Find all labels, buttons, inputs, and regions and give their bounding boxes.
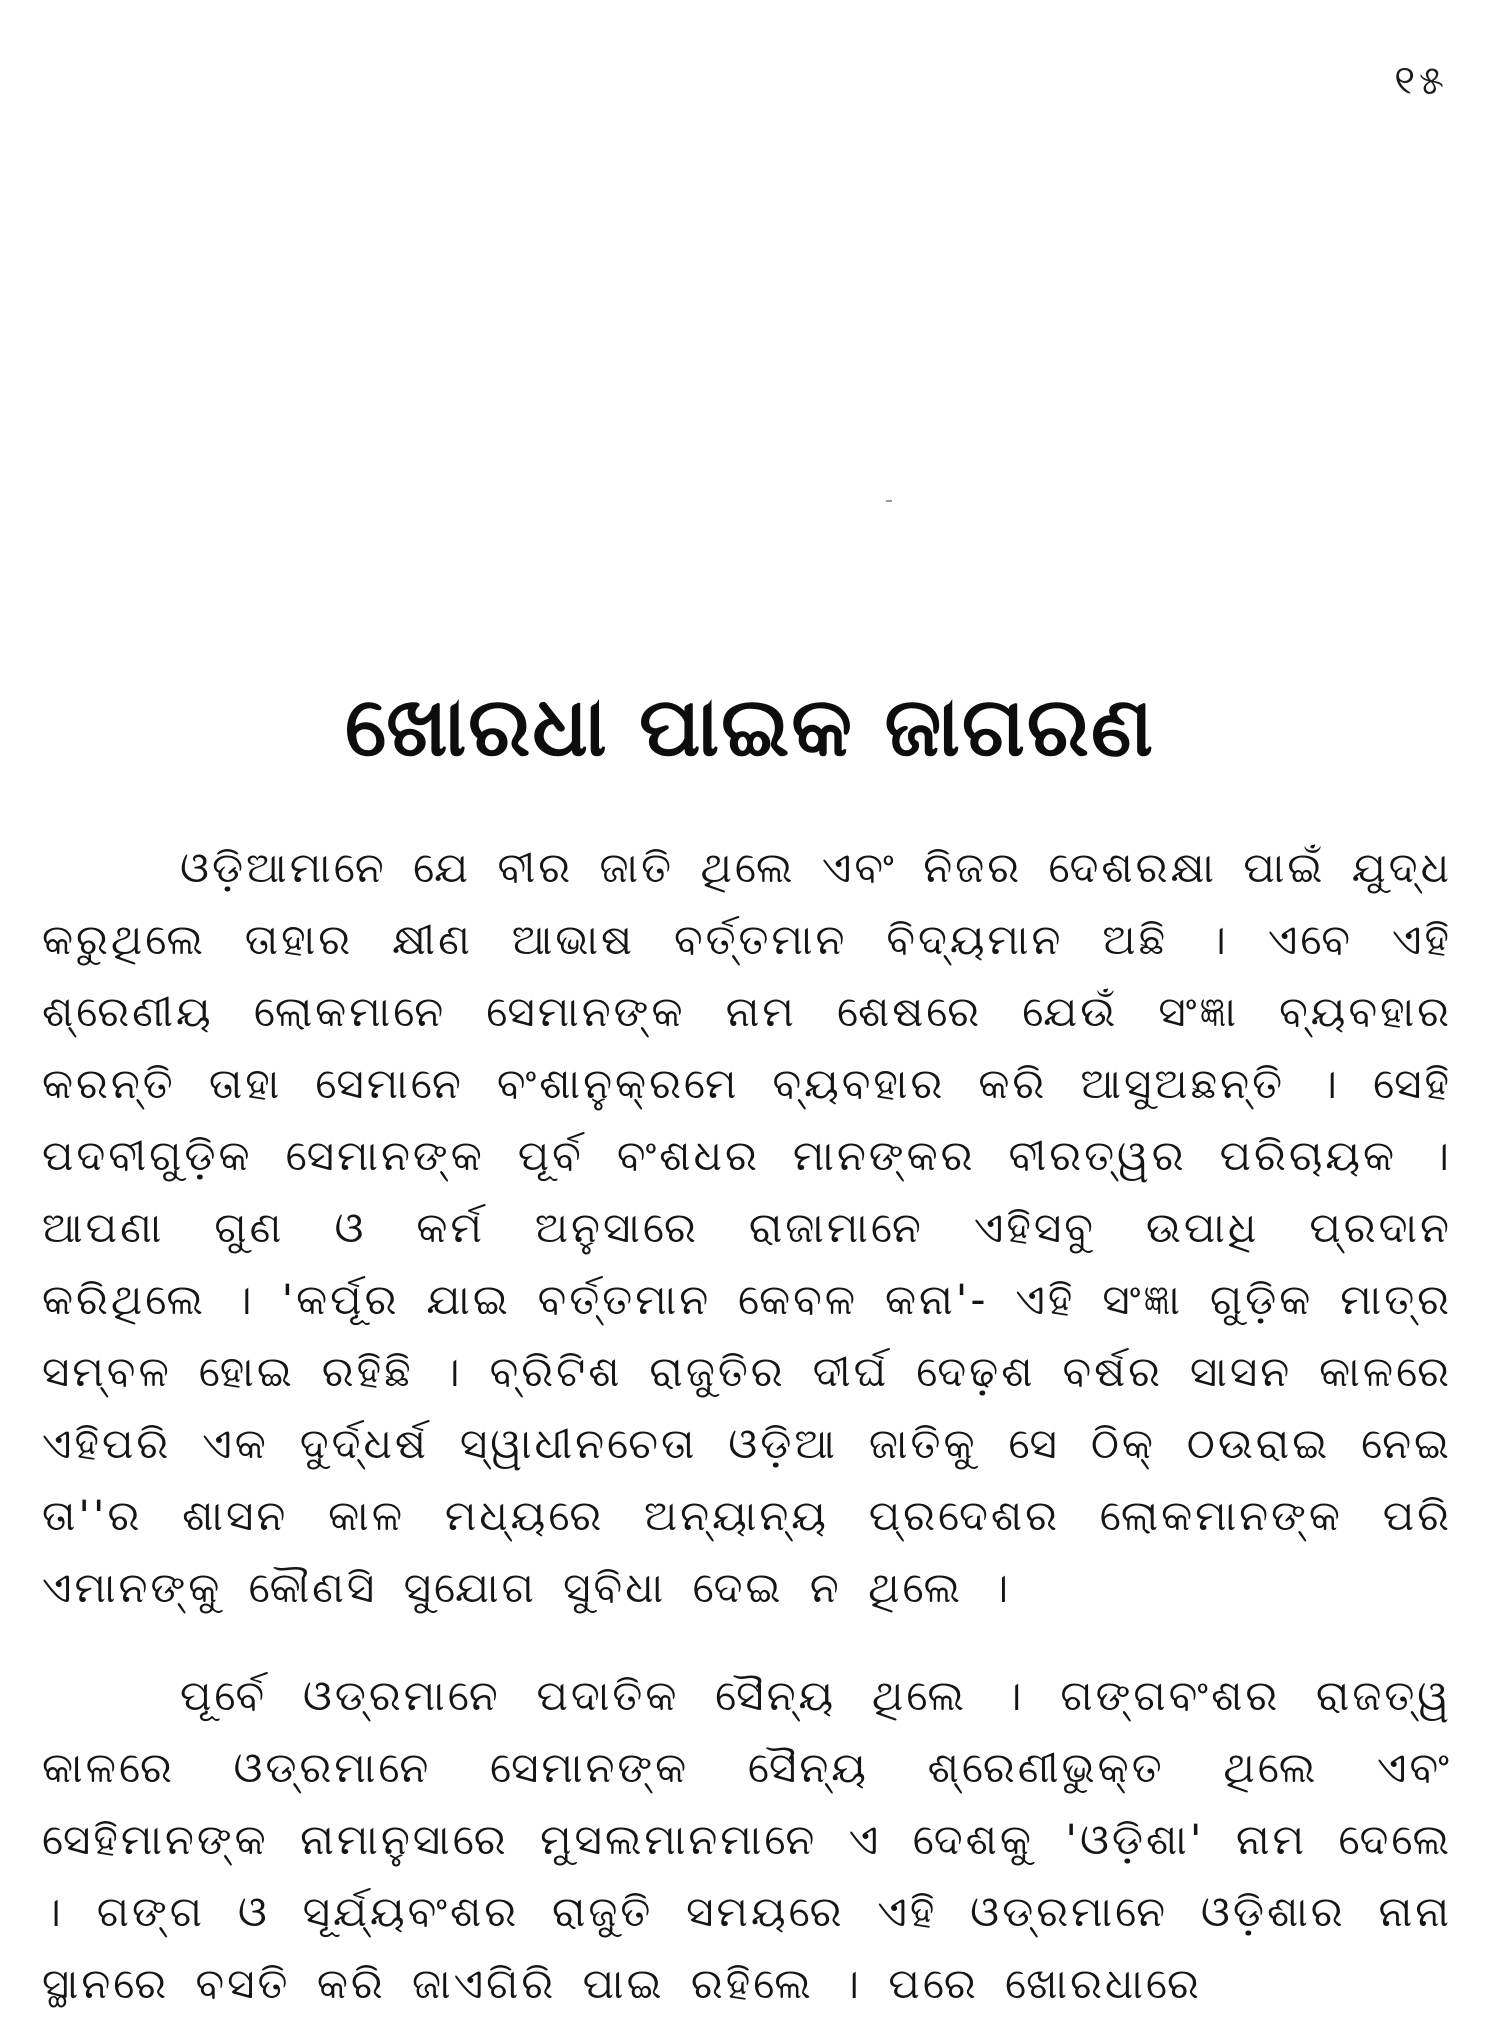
paragraph-1-text: ଓଡ଼ିଆମାନେ ଯେ ବୀର ଜାତି ଥିଲେ ଏବଂ ନିଜର ଦେଶରକ୍ଷା ପାଇଁ ଯୁଦ୍ଧ କରୁଥିଲେ ତାହାର କ୍ଷୀଣ ଆଭାଷ ବର୍ତ୍ତମାନ ବିଦ୍ୟମାନ ଅଛି । ଏବେ ଏହି ଶ୍ରେଣୀୟ ଲୋକମାନେ ସେମାନଙ୍କ ନାମ ଶେଷରେ ଯେଉଁ ସଂଜ୍ଞା ବ୍ୟବହାର କରନ୍ତି ତାହା ସେମାନେ ବଂଶାନୁକ୍ରମେ ବ୍ୟବହାର କରି ଆସୁଅଛନ୍ତି । ସେହି ପଦବୀଗୁଡ଼ିକ ସେମାନଙ୍କ ପୂର୍ବ ବଂଶଧର ମାନଙ୍କର ବୀରତ୍ୱର ପରିଚାୟକ । ଆପଣା ଗୁଣ ଓ କର୍ମ ଅନୁସାରେ ରାଜାମାନେ ଏହିସବୁ ଉପାଧି ପ୍ରଦାନ କରିଥିଲେ । 'କର୍ପୂର ଯାଇ ବର୍ତ୍ତମାନ କେବଳ କନା'- ଏହି ସଂଜ୍ଞା ଗୁଡ଼ିକ ମାତ୍ର ସମ୍ବଳ ହୋଇ ରହିଛି । ବ୍ରିଟିଶ ରାଜୁତିର ଦୀର୍ଘ ଦେଢ଼ଶ ବର୍ଷର ସାସନ କାଳରେ ଏହିପରି ଏକ ଦୁର୍ଦ୍ଧର୍ଷ ସ୍ୱାଧୀନଚେତା ଓଡ଼ିଆ ଜାତିକୁ ସେ ଠିକ୍ ଠଉରାଇ ନେଇ ତା''ର ଶାସନ କାଳ ମଧ୍ୟରେ ଅନ୍ୟାନ୍ୟ ପ୍ରଦେଶର ଲୋକମାନଙ୍କ ପରି ଏମାନଙ୍କୁ କୌଣସି ସୁଯୋଗ ସୁବିଧା ଦେଇ ନ ଥିଲେ । [42,843,1452,1612]
paragraph-2 [42,1660,1452,2020]
page-number: ୧୫ [1394,58,1448,104]
paragraph-1 [42,832,1452,1624]
paragraph-2-text: ପୂର୍ବେ ଓଡ୍ରମାନେ ପଦାତିକ ସୈନ୍ୟ ଥିଲେ । ଗଙ୍ଗବଂଶର ରାଜତ୍ୱ କାଳରେ ଓଡ୍ରମାନେ ସେମାନଙ୍କ ସୈନ୍ୟ ଶ୍ରେଣୀଭୁକ୍ତ ଥିଲେ ଏବଂ ସେହିମାନଙ୍କ ନାମାନୁସାରେ ମୁସଲମାନମାନେ ଏ ଦେଶକୁ 'ଓଡ଼ିଶା' ନାମ ଦେଲେ । ଗଙ୍ଗ ଓ ସୂର୍ଯ୍ୟବଂଶର ରାଜୁତି ସମୟରେ ଏହି ଓଡ୍ରମାନେ ଓଡ଼ିଶାର ନାନା ସ୍ଥାନରେ ବସତି କରି ଜାଏଗିରି ପାଇ ରହିଲେ । ପରେ ଖୋରଧାରେ [42,1671,1452,2008]
scan-speck [886,500,892,502]
chapter-title: ଖୋରଧା ପାଇକ ଜାଗରଣ [345,680,1155,775]
